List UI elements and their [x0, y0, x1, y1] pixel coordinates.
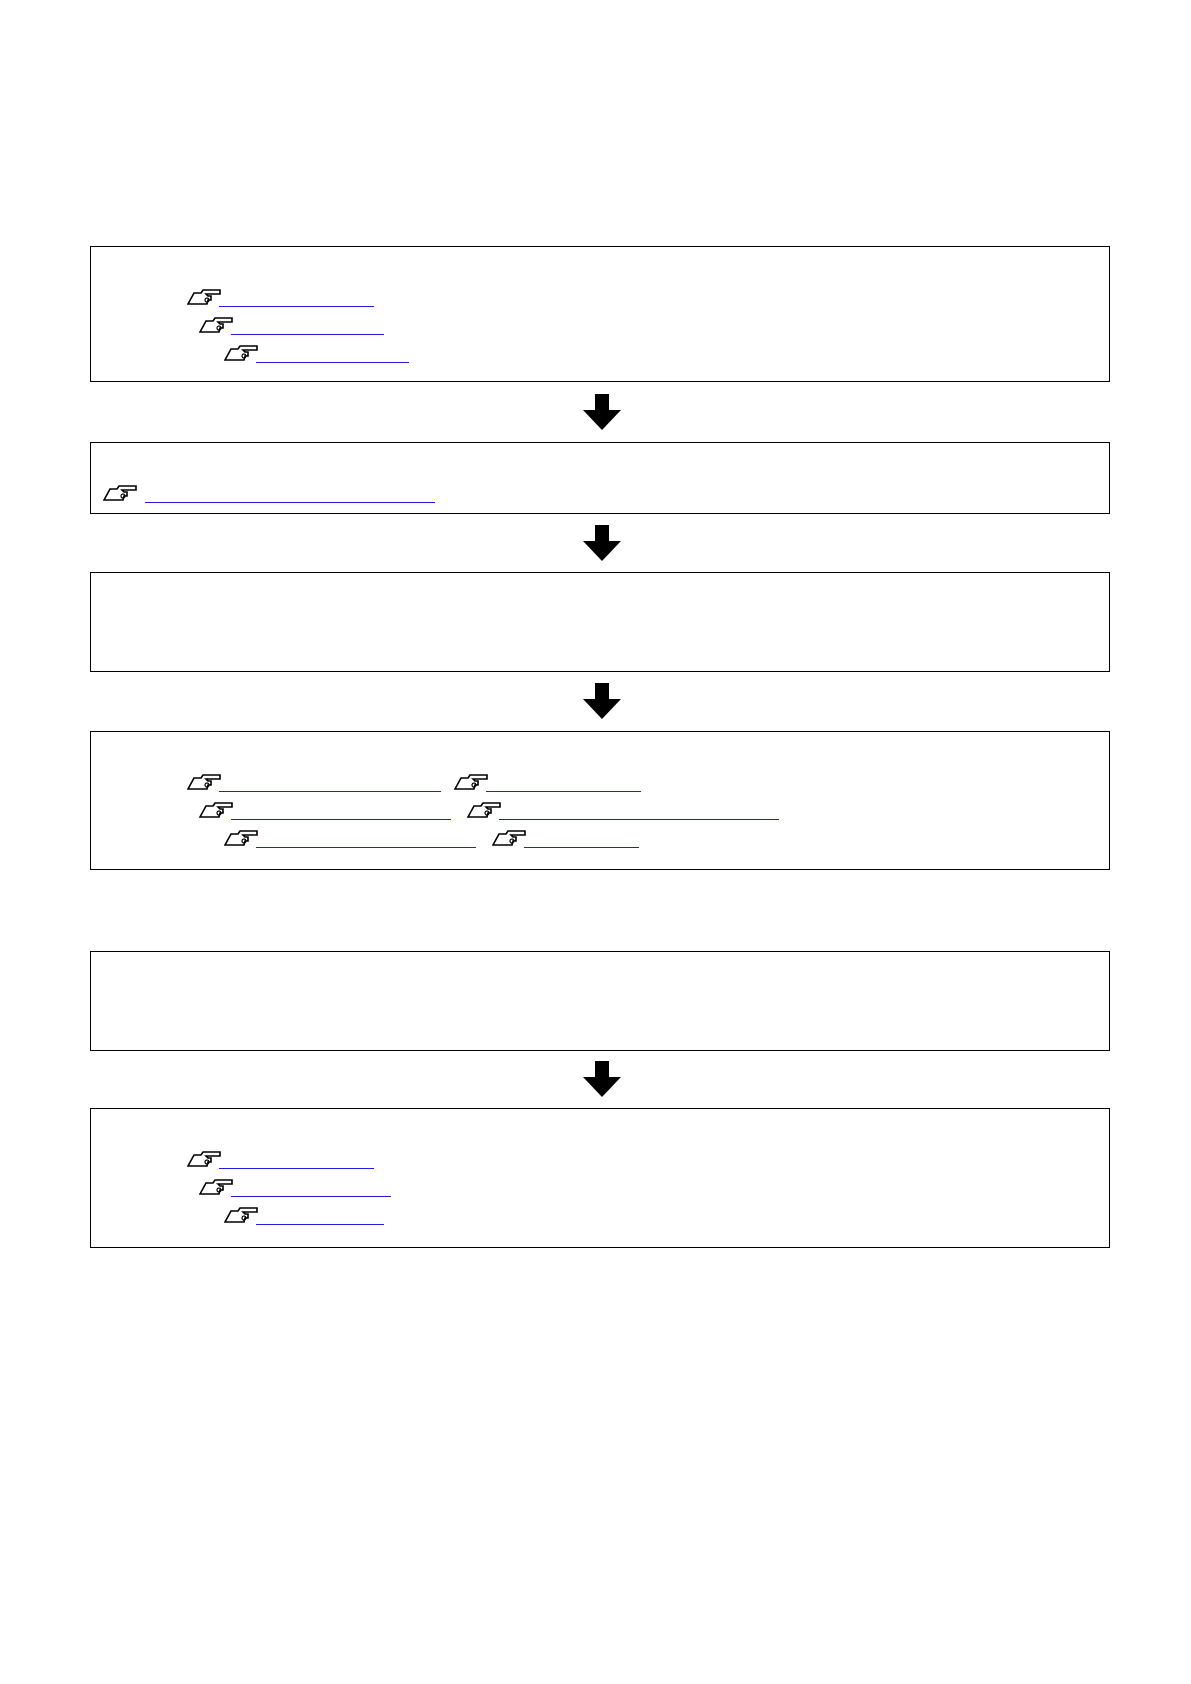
pointing-hand-icon: [224, 1205, 258, 1225]
reference-link[interactable]: [467, 800, 797, 820]
pointing-hand-icon: [454, 772, 488, 792]
down-arrow-icon: [583, 1061, 621, 1097]
reference-link[interactable]: [224, 1205, 394, 1225]
reference-link[interactable]: [224, 828, 474, 848]
reference-link[interactable]: [187, 772, 432, 792]
pointing-hand-icon: [199, 315, 233, 335]
pointing-hand-icon: [224, 343, 258, 363]
flow-step-4: [90, 731, 1110, 870]
flow-step-3: [90, 572, 1110, 672]
down-arrow-icon: [583, 394, 621, 430]
reference-link[interactable]: [187, 1149, 377, 1169]
reference-link[interactable]: [454, 772, 644, 792]
pointing-hand-icon: [492, 828, 526, 848]
flow-step-1: [90, 246, 1110, 382]
pointing-hand-icon: [199, 1177, 233, 1197]
reference-link[interactable]: [224, 343, 414, 363]
reference-link[interactable]: [199, 1177, 399, 1197]
reference-link[interactable]: [103, 483, 443, 503]
down-arrow-icon: [583, 683, 621, 719]
down-arrow-icon: [583, 525, 621, 561]
pointing-hand-icon: [187, 772, 221, 792]
pointing-hand-icon: [224, 828, 258, 848]
reference-link[interactable]: [492, 828, 652, 848]
flow-step-5: [90, 951, 1110, 1051]
pointing-hand-icon: [187, 1149, 221, 1169]
reference-link[interactable]: [199, 800, 449, 820]
pointing-hand-icon: [467, 800, 501, 820]
reference-link[interactable]: [199, 315, 389, 335]
flow-step-2: [90, 442, 1110, 514]
flow-step-6: [90, 1108, 1110, 1248]
pointing-hand-icon: [187, 287, 221, 307]
reference-link[interactable]: [187, 287, 377, 307]
pointing-hand-icon: [103, 483, 137, 503]
pointing-hand-icon: [199, 800, 233, 820]
